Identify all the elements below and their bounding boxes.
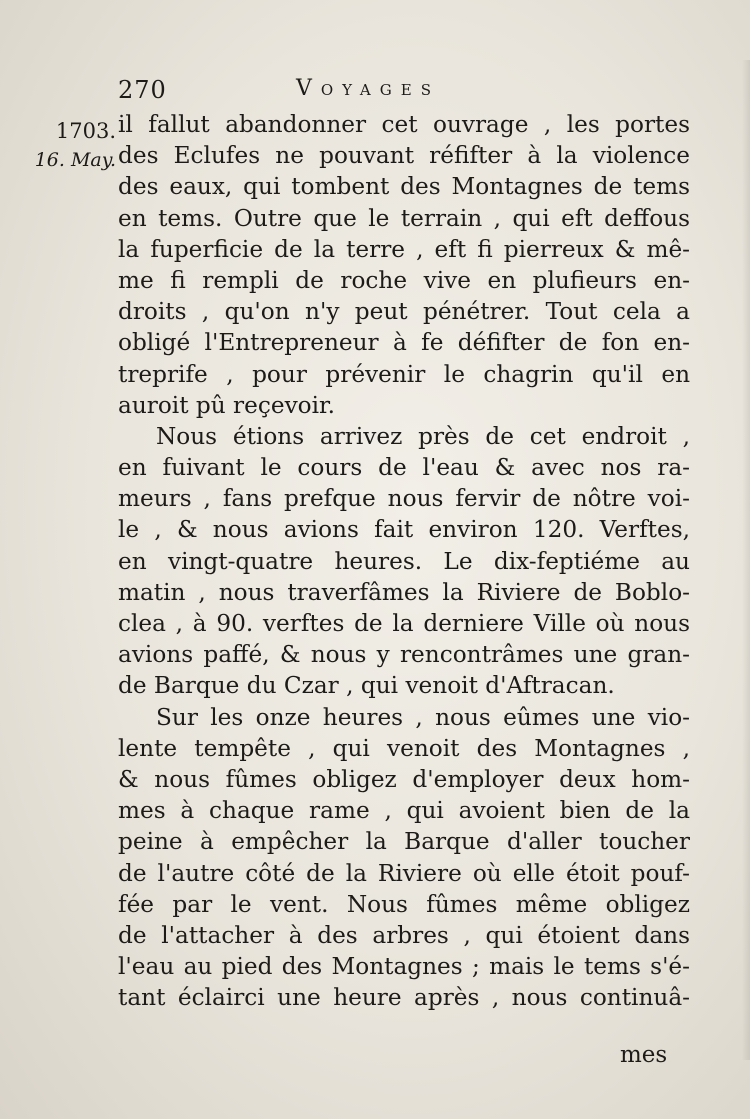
text-line: mes à chaque rame , qui avoient bien de la	[118, 797, 690, 825]
text-line: il fallut abandonner cet ouvrage , les portes	[118, 111, 690, 138]
text-line: de l'autre côté de la Riviere où elle étoit pouf-	[118, 859, 690, 887]
body-text	[118, 109, 690, 1013]
text-line: lente tempête , qui venoit des Montagnes ,	[118, 734, 690, 762]
page-number: 270	[118, 76, 167, 104]
text-line: & nous fûmes obligez d'employer deux hom-	[118, 765, 690, 793]
text-line: peine à empêcher la Barque d'aller toucher	[118, 828, 690, 856]
text-line: Nous étions arrivez près de cet endroit ,	[156, 422, 690, 450]
margin-date: 16. May.	[34, 149, 116, 171]
text-line: le , & nous avions fait environ 120. Verftes,	[118, 516, 690, 544]
text-line: matin , nous traverfâmes la Riviere de Boblo-	[118, 578, 690, 606]
text-line: des Eclufes ne pouvant réfifter à la violence	[118, 142, 690, 170]
text-line: des eaux, qui tombent des Montagnes de tems	[118, 173, 690, 201]
text-line: auroit pû reçevoir.	[118, 391, 335, 419]
text-line: en vingt-quatre heures. Le dix-feptiéme au	[118, 547, 690, 575]
text-line: de Barque du Czar , qui venoit d'Aftracan.	[118, 672, 615, 700]
text-line: droits , qu'on n'y peut pénétrer. Tout cela a	[118, 298, 690, 326]
running-head: Voyages	[296, 76, 440, 101]
text-line: de l'attacher à des arbres , qui étoient dans	[118, 921, 690, 949]
text-line: meurs , fans prefque nous fervir de nôtre voi-	[118, 485, 690, 513]
text-line: l'eau au pied des Montagnes ; mais le tems s'é-	[118, 953, 690, 981]
text-line: Sur les onze heures , nous eûmes une vio-	[156, 703, 690, 731]
text-line: me fi rempli de roche vive en plufieurs en-	[118, 266, 690, 294]
text-line: en fuivant le cours de l'eau & avec nos ra-	[118, 454, 690, 482]
page-edge-shadow	[742, 60, 750, 1060]
text-line: obligé l'Entrepreneur à fe défifter de fon en-	[118, 329, 690, 357]
text-line: fée par le vent. Nous fûmes même obligez	[118, 890, 690, 918]
catchword: mes	[620, 1042, 668, 1068]
margin-year: 1703.	[55, 119, 116, 143]
text-line: tant éclairci une heure après , nous continuâ-	[118, 984, 690, 1012]
text-line: treprife , pour prévenir le chagrin qu'il en	[118, 360, 690, 388]
text-line: en tems. Outre que le terrain , qui eft deffous	[118, 204, 690, 232]
text-line: clea , à 90. verftes de la derniere Ville où nous	[118, 610, 690, 637]
page-header	[118, 76, 688, 106]
text-line: avions paffé, & nous y rencontrâmes une gran-	[118, 641, 690, 669]
text-line: la fuperficie de la terre , eft fi pierreux & mê-	[118, 235, 690, 263]
